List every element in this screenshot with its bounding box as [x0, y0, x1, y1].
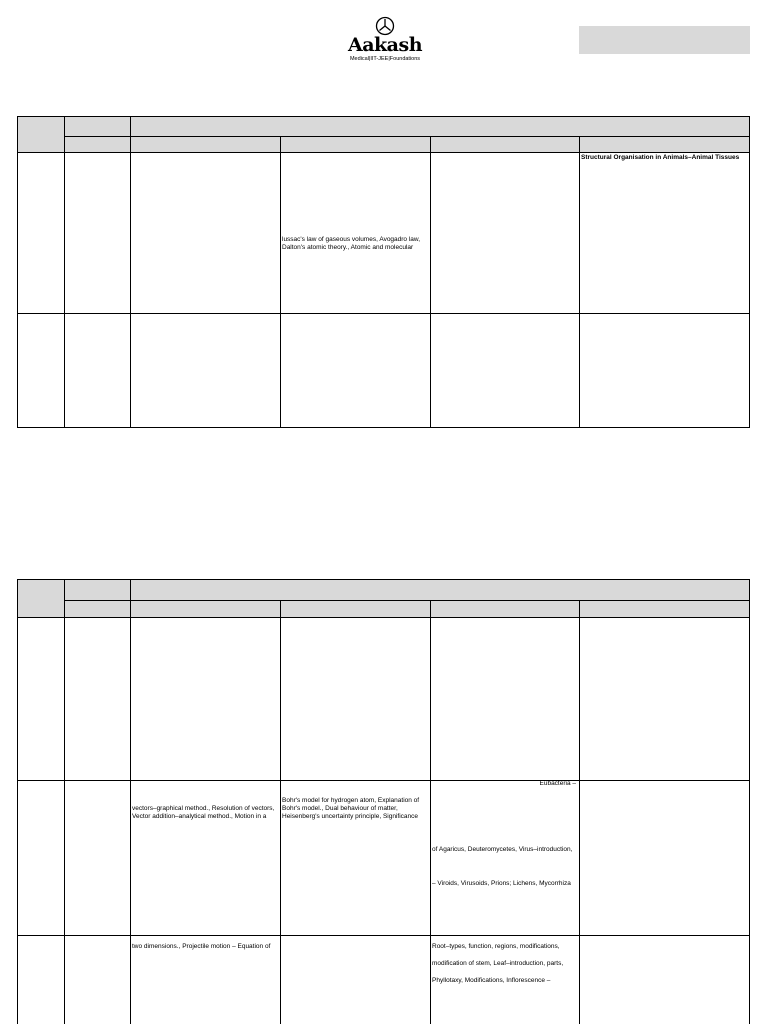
table2-row2-chemistry-line2: Bohr's model., Dual behaviour of matter, [282, 805, 398, 812]
table2-row3-physics-line1: two dimensions., Projectile motion – Equation of [132, 943, 271, 950]
table2-row2-botany-line2: of Agaricus, Deuteromycetes, Virus–introduction, [432, 846, 573, 853]
table1-row1-chemistry-line1: lussac's law of gaseous volumes, Avogadro law, [282, 236, 421, 243]
table2-row2-chemistry-line3: Heisenberg's uncertainty principle, Significance [282, 813, 419, 820]
table2-row2-botany-line1: Eubacteria – [539, 780, 576, 787]
table1-row1-biology-topic: Structural Organisation in Animals–Animal Tissues [581, 154, 740, 161]
table2-row3-botany-line3: Phyllotaxy, Modifications, Inflorescence – [432, 977, 551, 984]
table2-row2-physics-line1: vectors–graphical method., Resolution of vectors, [132, 805, 275, 812]
table2-row3-botany-line2: modification of stem, Leaf–introduction, parts, [432, 960, 564, 967]
table1-row1-chemistry-line2: Dalton's atomic theory., Atomic and molecular [282, 244, 414, 251]
table2-row2-chemistry-line1: Bohr's model for hydrogen atom, Explanation of [282, 797, 420, 804]
logo-tagline: Medical|IIT-JEE|Foundations [349, 56, 421, 62]
table2-row2-physics-line2: Vector addition–analytical method., Motion in a [132, 813, 267, 820]
logo-wordmark: Aakash [347, 34, 423, 56]
table2-row2-botany-line3: – Viroids, Virusoids, Prions; Lichens, Mycorrhiza [432, 880, 571, 887]
table-1 [17, 116, 750, 428]
table2-row3-botany-line1: Root–types, function, regions, modifications, [432, 943, 560, 950]
